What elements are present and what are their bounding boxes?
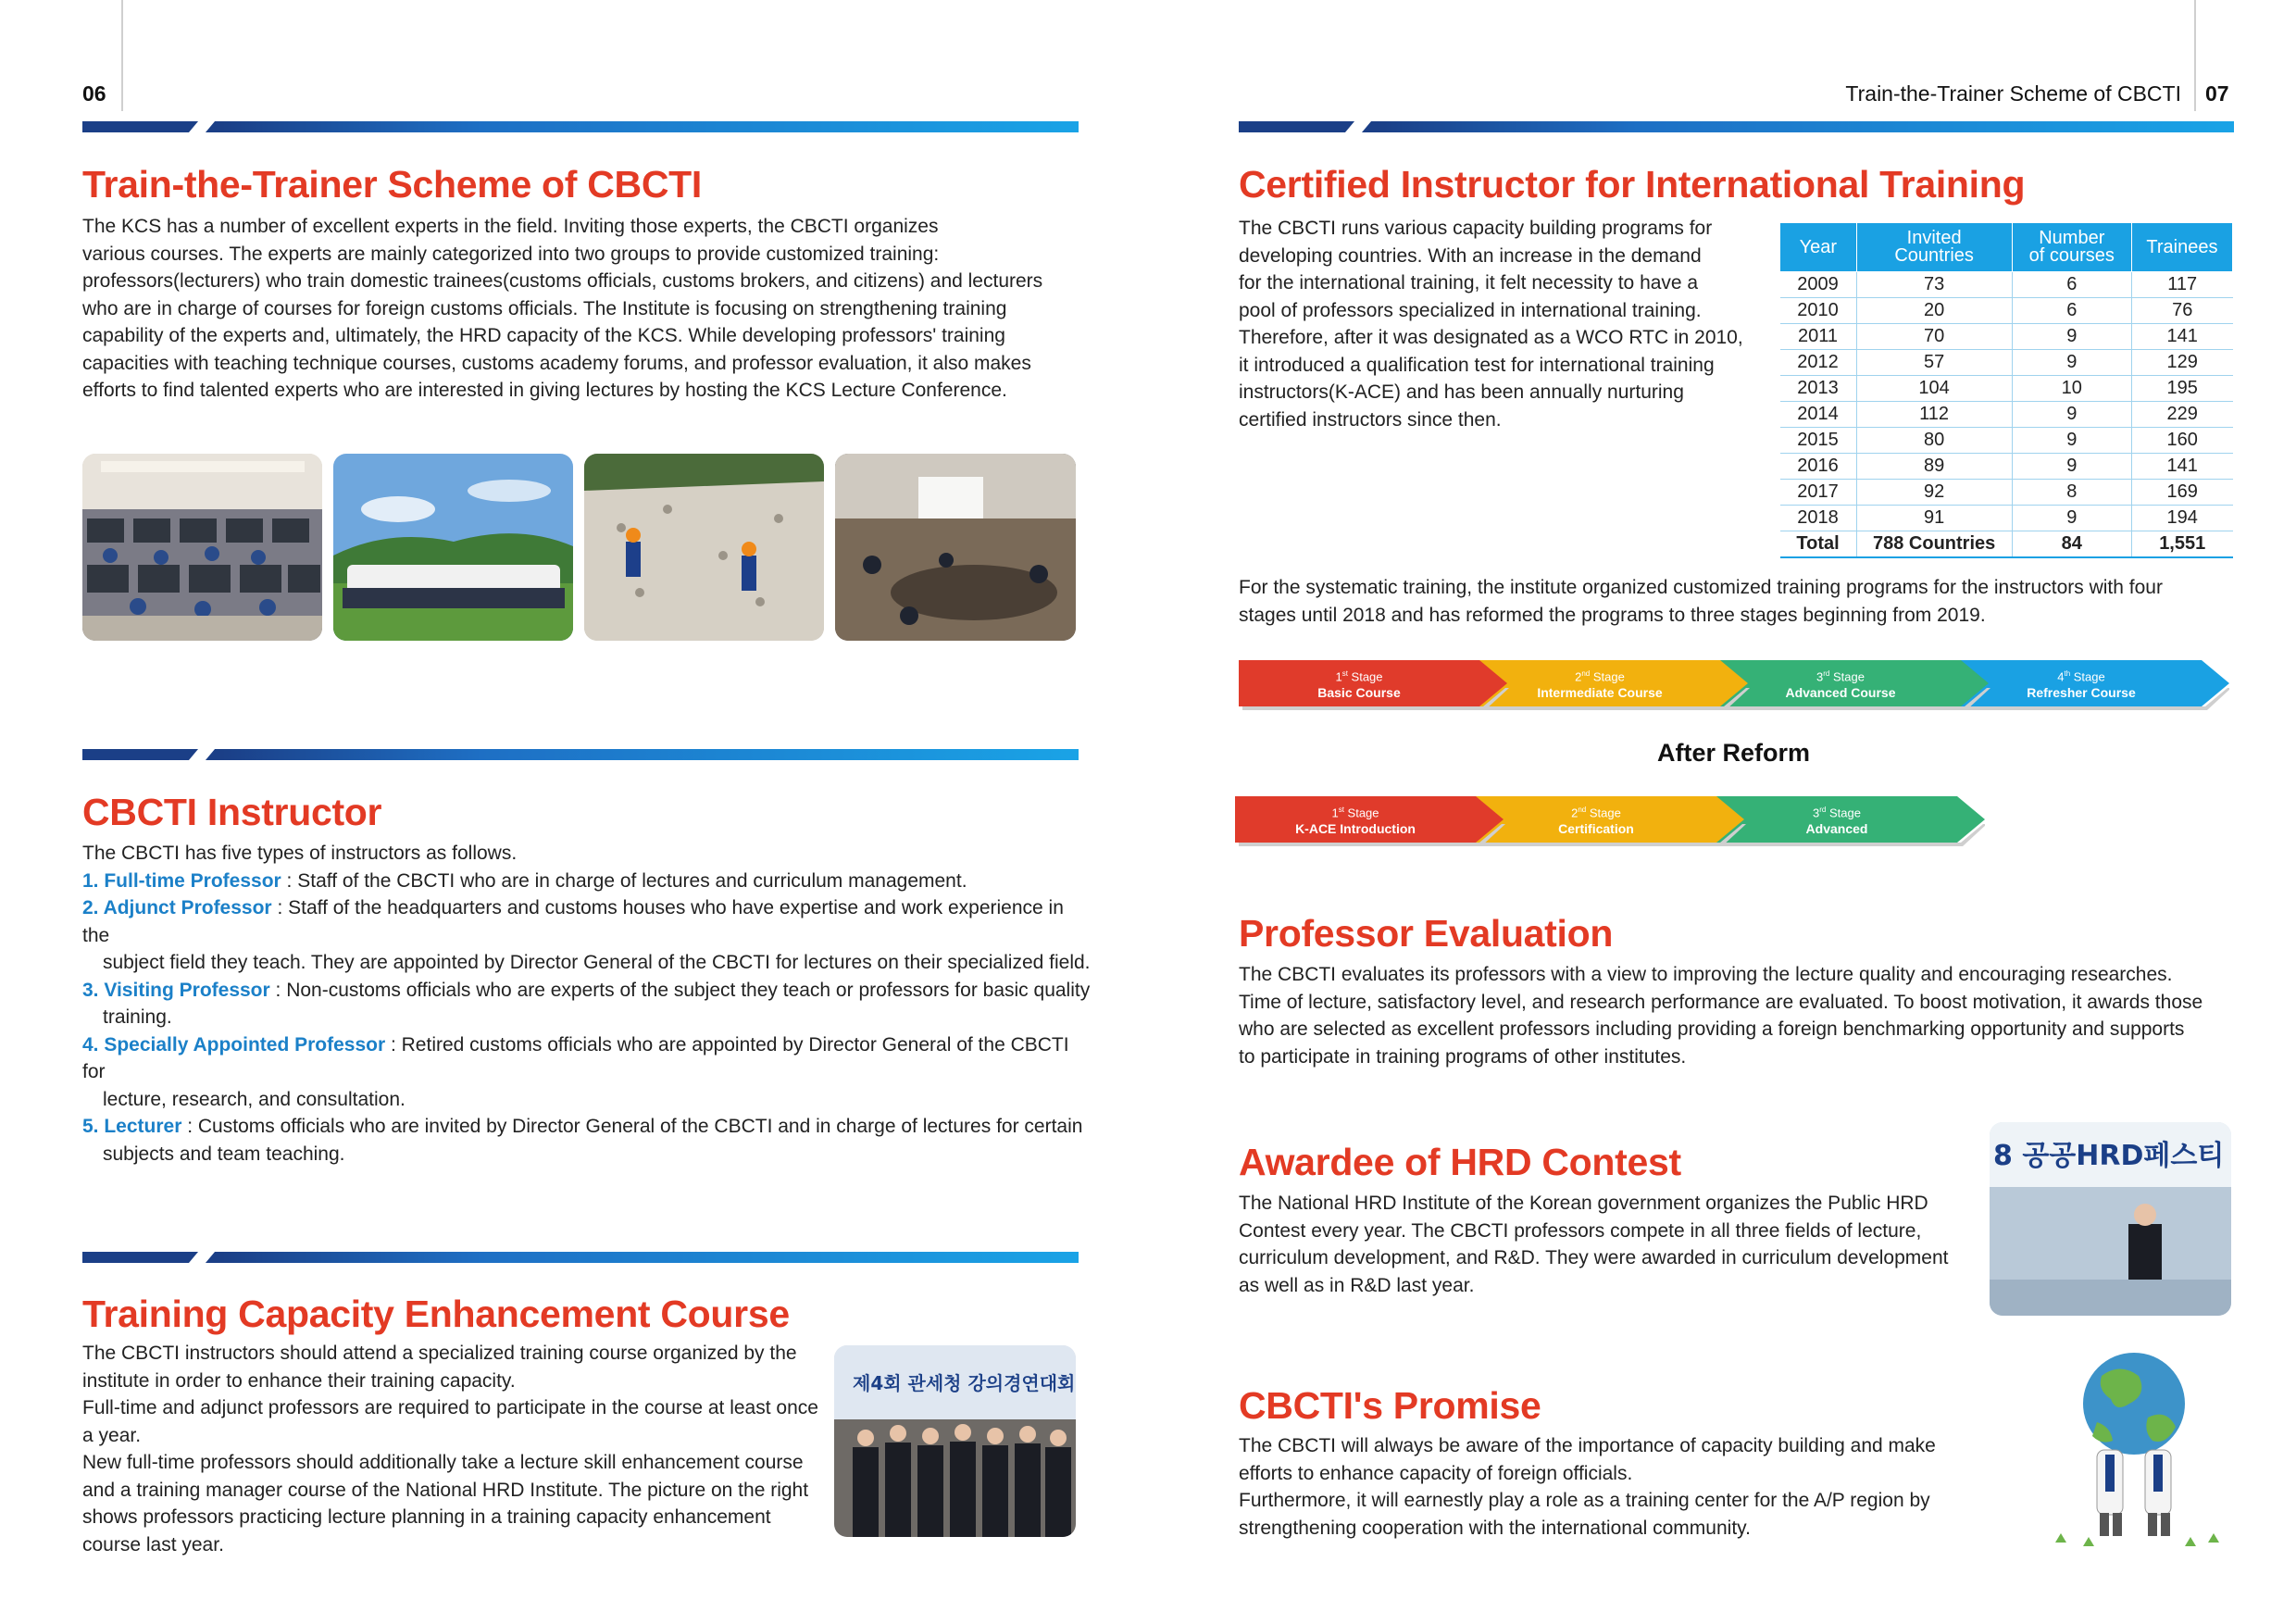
section-body — [1239, 1432, 1979, 1542]
table-cell: 10 — [2012, 376, 2131, 402]
text-line: The National HRD Institute of the Korean government organizes the Public HRD — [1239, 1193, 1928, 1214]
column-header-line: Number — [2039, 228, 2105, 248]
table-total-cell: Total — [1780, 531, 1857, 558]
stage-number — [1479, 666, 1720, 684]
stage-label — [1476, 796, 1716, 843]
stage-ordinal: 2 — [1571, 806, 1578, 820]
column-header-line: Trainees — [2146, 236, 2218, 257]
instructor-type-item — [82, 1113, 1092, 1168]
stages-after-reform — [1235, 796, 1983, 843]
section-body — [82, 1340, 819, 1558]
table-cell: 9 — [2012, 428, 2131, 454]
table-cell: 6 — [2012, 272, 2131, 298]
intro-text: The CBCTI has five types of instructors as follows. — [82, 843, 518, 864]
table-cell: 117 — [2131, 272, 2232, 298]
column-header-line: Countries — [1894, 245, 1974, 266]
section-body — [1239, 1190, 1975, 1299]
stage-label — [1961, 660, 2202, 706]
section-divider — [1239, 121, 2234, 132]
text-line: who are selected as excellent professors including providing a foreign benchmarking opportunity and supports — [1239, 1018, 2185, 1040]
table-cell: 2016 — [1780, 454, 1857, 480]
stages-before-reform — [1239, 660, 2234, 706]
table-row — [1780, 428, 2233, 454]
text-line: course last year. — [82, 1533, 224, 1555]
table-cell: 91 — [1856, 506, 2012, 531]
instructor-type-item — [82, 894, 1092, 977]
table-row — [1780, 272, 2233, 298]
table-cell: 141 — [2131, 454, 2232, 480]
banner-text: 제4회 관세청 강의경연대회 — [853, 1372, 1076, 1394]
instructor-type-description-cont: subjects and team teaching. — [103, 1143, 345, 1165]
text-line: For the systematic training, the institute organized customized training programs for the instructors with four — [1239, 577, 2163, 598]
table-cell: 160 — [2131, 428, 2232, 454]
stage-ordinal-suffix: nd — [1581, 669, 1591, 679]
instructor-list — [82, 840, 1092, 1168]
after-reform-heading: After Reform — [1657, 739, 1811, 767]
table-cell: 8 — [2012, 480, 2131, 506]
stage-ordinal-suffix: th — [2064, 669, 2071, 679]
reform-description — [1239, 574, 2235, 629]
table-total-cell: 788 Countries — [1856, 531, 2012, 558]
stage-name: Advanced — [1805, 820, 1868, 836]
instructor-type-description-cont: training. — [103, 1006, 172, 1028]
section-title: CBCTI's Promise — [1239, 1384, 1541, 1427]
table-total-cell: 84 — [2012, 531, 2131, 558]
table-column-header — [2012, 223, 2131, 272]
column-header-line: Invited — [1906, 228, 1962, 248]
section-title: Training Capacity Enhancement Course — [82, 1293, 790, 1335]
section-body — [82, 213, 1079, 405]
table-column-header — [1780, 223, 1857, 272]
table-cell: 129 — [2131, 350, 2232, 376]
table-cell: 2012 — [1780, 350, 1857, 376]
text-line: various courses. The experts are mainly categorized into two groups to provide customized training: — [82, 243, 940, 265]
table-cell: 2009 — [1780, 272, 1857, 298]
stage-name: Certification — [1558, 820, 1634, 836]
table-cell: 92 — [1856, 480, 2012, 506]
stage-ordinal-suffix: st — [1341, 669, 1348, 679]
table-cell: 9 — [2012, 402, 2131, 428]
table-header-row — [1780, 223, 2233, 272]
table-column-header — [2131, 223, 2232, 272]
stage-ordinal: 1 — [1335, 669, 1342, 684]
stage-word: Stage — [1833, 669, 1865, 684]
stage-label — [1479, 660, 1720, 706]
stage-ordinal-suffix: rd — [1823, 669, 1830, 679]
page-number: 07 — [2205, 81, 2229, 106]
text-line: The CBCTI instructors should attend a specialized training course organized by the — [82, 1343, 797, 1364]
table-total-row — [1780, 531, 2233, 558]
conference-room-photo — [835, 454, 1076, 641]
instructor-type-label: 1. Full-time Professor — [82, 869, 281, 892]
text-line: The CBCTI evaluates its professors with a view to improving the lecture quality and encouraging researches. — [1239, 964, 2173, 985]
stage-ordinal: 2 — [1575, 669, 1582, 684]
instructor-type-item — [82, 977, 1092, 1031]
table-cell: 9 — [2012, 324, 2131, 350]
column-header-line: Year — [1799, 236, 1837, 257]
stage-word: Stage — [1829, 806, 1861, 820]
section-title: Professor Evaluation — [1239, 912, 1614, 955]
table-cell: 76 — [2131, 298, 2232, 324]
trainee-statistics-table — [1779, 222, 2233, 558]
table-column-header — [1856, 223, 2012, 272]
table-cell: 2013 — [1780, 376, 1857, 402]
text-line: efforts to enhance capacity of foreign officials. — [1239, 1462, 1633, 1484]
instructor-type-description: : Staff of the headquarters and customs houses who have expertise and work experience in the — [82, 897, 1064, 946]
stage-number — [1476, 802, 1716, 820]
table-row — [1780, 454, 2233, 480]
instructor-type-item — [82, 1031, 1092, 1114]
text-line: pool of professors specialized in international training. — [1239, 299, 1702, 321]
table-cell: 70 — [1856, 324, 2012, 350]
text-line: professors(lecturers) who train domestic trainees(customs officials, customs brokers, and citizens) and lecturers — [82, 270, 1043, 292]
instructor-type-description-cont: lecture, research, and consultation. — [103, 1088, 406, 1110]
section-body — [1239, 215, 1752, 433]
stage-ordinal: 3 — [1813, 806, 1820, 820]
text-line: New full-time professors should additionally take a lecture skill enhancement course — [82, 1452, 804, 1473]
stage-number — [1716, 802, 1957, 820]
stage-number — [1961, 666, 2202, 684]
text-line: Time of lecture, satisfactory level, and research performance are evaluated. To boost motivation, it awards those — [1239, 991, 2203, 1013]
stage-word: Stage — [2073, 669, 2105, 684]
globe-illustration — [2046, 1348, 2222, 1552]
table-row — [1780, 402, 2233, 428]
section-divider — [82, 121, 1079, 132]
stage-label — [1716, 796, 1957, 843]
table-cell: 2010 — [1780, 298, 1857, 324]
instructor-type-description: : Non-customs officials who are experts of the subject they teach or professors for basic quality — [269, 979, 1091, 1001]
stage-name: Intermediate Course — [1537, 684, 1663, 700]
page-gutter-line — [2194, 0, 2196, 111]
table-cell: 112 — [1856, 402, 2012, 428]
text-line: Contest every year. The CBCTI professors compete in all three fields of lecture, — [1239, 1219, 1922, 1242]
table-total-cell: 1,551 — [2131, 531, 2232, 558]
page-gutter-line — [121, 0, 123, 111]
hrd-contest-photo — [1990, 1122, 2231, 1316]
stage-ordinal: 1 — [1331, 806, 1339, 820]
text-line: for the international training, it felt necessity to have a — [1239, 272, 1699, 294]
stage-name: Basic Course — [1317, 684, 1401, 700]
text-line: capability of the experts and, ultimately, the HRD capacity of the KCS. While developing professors' training — [82, 325, 1005, 346]
table-cell: 2014 — [1780, 402, 1857, 428]
table-row — [1780, 350, 2233, 376]
climbing-wall-photo — [584, 454, 824, 641]
instructor-type-label: 3. Visiting Professor — [82, 979, 270, 1001]
table-cell: 195 — [2131, 376, 2232, 402]
text-line: The KCS has a number of excellent experts in the field. Inviting those experts, the CBCTI organizes — [82, 216, 939, 237]
text-line: certified instructors since then. — [1239, 408, 1502, 431]
text-line: curriculum development, and R&D. They were awarded in curriculum development — [1239, 1247, 1949, 1268]
running-header: Train-the-Trainer Scheme of CBCTI — [1845, 81, 2181, 106]
instructor-type-label: 2. Adjunct Professor — [82, 897, 272, 918]
table-cell: 194 — [2131, 506, 2232, 531]
table-row — [1780, 324, 2233, 350]
table-cell: 9 — [2012, 350, 2131, 376]
text-line: Therefore, after it was designated as a WCO RTC in 2010, — [1239, 327, 1743, 348]
table-row — [1780, 506, 2233, 531]
table-cell: 57 — [1856, 350, 2012, 376]
text-line: The CBCTI will always be aware of the importance of capacity building and make — [1239, 1435, 1936, 1456]
text-line: developing countries. With an increase in the demand — [1239, 244, 1702, 267]
instructor-type-description: : Customs officials who are invited by Director General of the CBCTI and in charge of lectures for certain — [181, 1116, 1083, 1137]
instructor-type-label: 4. Specially Appointed Professor — [82, 1033, 386, 1056]
text-line: capacities with teaching technique courses, customs academy forums, and professor evaluation, it also makes — [82, 352, 1031, 374]
stage-label — [1239, 660, 1479, 706]
stage-word: Stage — [1347, 806, 1379, 820]
text-line: to participate in training programs of other institutes. — [1239, 1045, 1687, 1068]
text-line: institute in order to enhance their training capacity. — [82, 1369, 516, 1392]
table-cell: 169 — [2131, 480, 2232, 506]
banner-text: 8 공공HRD페스티 — [1993, 1140, 2225, 1172]
table-cell: 141 — [2131, 324, 2232, 350]
instructor-type-description: : Retired customs officials who are appointed by Director General of the CBCTI for — [82, 1033, 1069, 1082]
section-title: Train-the-Trainer Scheme of CBCTI — [82, 163, 703, 206]
table-cell: 80 — [1856, 428, 2012, 454]
text-line: strengthening cooperation with the international community. — [1239, 1517, 1751, 1539]
section-divider — [82, 749, 1079, 760]
group-photo-outdoor — [333, 454, 573, 641]
table-row — [1780, 298, 2233, 324]
section-divider — [82, 1252, 1079, 1263]
text-line: it introduced a qualification test for international training — [1239, 354, 1715, 376]
stage-name: K-ACE Introduction — [1295, 820, 1416, 836]
instructor-type-label: 5. Lecturer — [82, 1116, 182, 1137]
text-line: Full-time and adjunct professors are required to participate in the course at least once — [82, 1397, 818, 1418]
stage-ordinal-suffix: st — [1338, 806, 1344, 815]
table-cell: 73 — [1856, 272, 2012, 298]
section-title: Certified Instructor for International Training — [1239, 163, 2026, 206]
table-cell: 9 — [2012, 506, 2131, 531]
text-line: a year. — [82, 1424, 142, 1446]
instructor-type-description: : Staff of the CBCTI who are in charge of lectures and curriculum management. — [281, 869, 967, 892]
stage-number — [1235, 802, 1476, 820]
stage-ordinal: 3 — [1816, 669, 1824, 684]
table-cell: 104 — [1856, 376, 2012, 402]
table-cell: 2015 — [1780, 428, 1857, 454]
instructor-type-description-cont: subject field they teach. They are appointed by Director General of the CBCTI for lectures on their specialized field. — [103, 952, 1091, 973]
table-cell: 20 — [1856, 298, 2012, 324]
section-body — [1239, 961, 2235, 1070]
text-line: who are in charge of courses for foreign customs officials. The Institute is focusing on strengthening training — [82, 297, 1007, 319]
classroom-photo — [82, 454, 322, 641]
text-line: as well as in R&D last year. — [1239, 1274, 1475, 1296]
stage-number — [1239, 666, 1479, 684]
text-line: Furthermore, it will earnestly play a role as a training center for the A/P region by — [1239, 1490, 1930, 1511]
table-cell: 2011 — [1780, 324, 1857, 350]
section-title: Awardee of HRD Contest — [1239, 1141, 1681, 1183]
table-cell: 2018 — [1780, 506, 1857, 531]
lecture-contest-group-photo — [834, 1345, 1076, 1537]
column-header-line: of courses — [2028, 245, 2115, 266]
table-row — [1780, 376, 2233, 402]
stage-word: Stage — [1589, 806, 1621, 820]
text-line: instructors(K-ACE) and has been annually nurturing — [1239, 381, 1684, 403]
table-cell: 9 — [2012, 454, 2131, 480]
stage-word: Stage — [1351, 669, 1383, 684]
stage-ordinal-suffix: rd — [1819, 806, 1827, 815]
table-cell: 89 — [1856, 454, 2012, 480]
stage-name: Refresher Course — [2027, 684, 2136, 700]
section-title: CBCTI Instructor — [82, 791, 382, 833]
table-cell: 229 — [2131, 402, 2232, 428]
table-row — [1780, 480, 2233, 506]
stage-ordinal-suffix: nd — [1578, 806, 1587, 815]
stage-word: Stage — [1592, 669, 1625, 684]
stage-label — [1235, 796, 1476, 843]
table-cell: 6 — [2012, 298, 2131, 324]
page-number: 06 — [82, 81, 106, 106]
text-line: The CBCTI runs various capacity building programs for — [1239, 218, 1713, 239]
text-line: stages until 2018 and has reformed the programs to three stages beginning from 2019. — [1239, 604, 1986, 626]
stage-ordinal: 4 — [2057, 669, 2065, 684]
text-line: and a training manager course of the National HRD Institute. The picture on the right — [82, 1479, 809, 1501]
stage-label — [1720, 660, 1961, 706]
stage-number — [1720, 666, 1961, 684]
text-line: shows professors practicing lecture planning in a training capacity enhancement — [82, 1506, 771, 1528]
stage-name: Advanced Course — [1785, 684, 1896, 700]
instructor-type-item — [82, 868, 1092, 895]
table-cell: 2017 — [1780, 480, 1857, 506]
text-line: efforts to find talented experts who are interested in giving lectures by hosting the KCS Lecture Conference. — [82, 380, 1007, 401]
